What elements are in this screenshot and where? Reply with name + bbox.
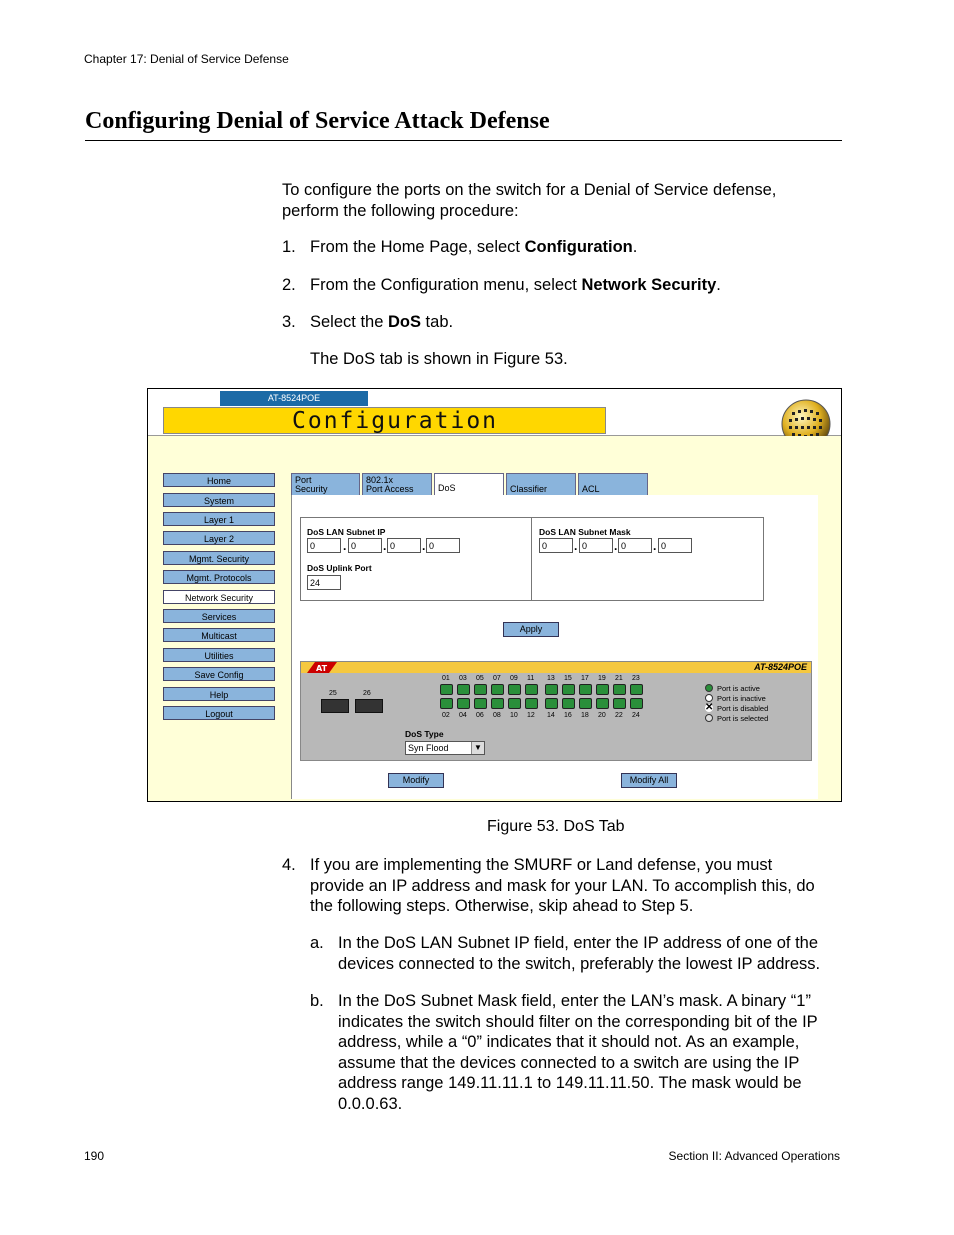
ip-dot: .: [343, 539, 347, 553]
port-number-bottom: 14: [547, 712, 555, 719]
sfp-port-number: 25: [329, 690, 337, 697]
selected-legend-icon: [705, 714, 713, 722]
disabled-legend-icon: ✕: [705, 702, 714, 713]
subnet-mask-octet-2[interactable]: 0: [579, 538, 613, 553]
port-number-top: 21: [615, 675, 623, 682]
nav-mgmt-protocols[interactable]: Mgmt. Protocols: [163, 570, 275, 584]
step-number: 4.: [282, 856, 296, 874]
port-number-top: 13: [547, 675, 555, 682]
allied-telesis-logo-icon: [307, 662, 337, 673]
sfp-port-26[interactable]: [355, 699, 383, 713]
port-number-top: 09: [510, 675, 518, 682]
port-03[interactable]: [457, 684, 470, 695]
dos-type-label: DoS Type: [405, 729, 444, 739]
port-09[interactable]: [508, 684, 521, 695]
step-bold: Network Security: [581, 276, 717, 294]
subnet-ip-octet-1[interactable]: 0: [307, 538, 341, 553]
step-number: 2.: [282, 276, 296, 294]
port-08[interactable]: [491, 698, 504, 709]
step-line: 0.0.0.63.: [338, 1094, 403, 1113]
nav-home[interactable]: Home: [163, 473, 275, 487]
port-05[interactable]: [474, 684, 487, 695]
port-number-top: 07: [493, 675, 501, 682]
figure-caption: Figure 53. DoS Tab: [487, 818, 625, 835]
port-23[interactable]: [630, 684, 643, 695]
port-04[interactable]: [457, 698, 470, 709]
port-number-bottom: 16: [564, 712, 572, 719]
switch-model-label: AT-8524POE: [754, 662, 807, 672]
nav-help[interactable]: Help: [163, 687, 275, 701]
port-02[interactable]: [440, 698, 453, 709]
step-line: address range 149.11.11.1 to 149.11.11.50. The mask would be: [338, 1074, 802, 1092]
step-text: From the Home Page, select: [310, 238, 525, 256]
sfp-port-number: 26: [363, 690, 371, 697]
intro-line: perform the following procedure:: [282, 201, 519, 220]
subnet-mask-label: DoS LAN Subnet Mask: [539, 527, 631, 537]
section-footer: Section II: Advanced Operations: [668, 1149, 840, 1163]
port-19[interactable]: [596, 684, 609, 695]
step-number: b.: [310, 992, 324, 1010]
nav-save-config[interactable]: Save Config: [163, 667, 275, 681]
port-06[interactable]: [474, 698, 487, 709]
tab-classifier[interactable]: Classifier: [506, 473, 576, 495]
port-number-bottom: 24: [632, 712, 640, 719]
subnet-ip-octet-4[interactable]: 0: [426, 538, 460, 553]
port-number-bottom: 10: [510, 712, 518, 719]
ip-dot: .: [653, 539, 657, 553]
subnet-mask-group: [531, 517, 764, 601]
port-15[interactable]: [562, 684, 575, 695]
port-number-bottom: 04: [459, 712, 467, 719]
nav-system[interactable]: System: [163, 493, 275, 507]
nav-services[interactable]: Services: [163, 609, 275, 623]
port-17[interactable]: [579, 684, 592, 695]
step-4a: [310, 933, 845, 974]
tab-label: Port: [295, 475, 312, 485]
port-number-top: 01: [442, 675, 450, 682]
inactive-legend-icon: [705, 694, 713, 702]
legend-active: Port is active: [717, 684, 760, 693]
tab-label: 802.1x: [366, 475, 394, 485]
port-20[interactable]: [596, 698, 609, 709]
port-18[interactable]: [579, 698, 592, 709]
model-label: AT-8524POE: [220, 391, 368, 406]
active-legend-icon: [705, 684, 713, 692]
tab-acl[interactable]: ACL: [578, 473, 648, 495]
port-22[interactable]: [613, 698, 626, 709]
subnet-ip-label: DoS LAN Subnet IP: [307, 527, 386, 537]
port-16[interactable]: [562, 698, 575, 709]
subnet-mask-octet-3[interactable]: 0: [618, 538, 652, 553]
step-line: If you are implementing the SMURF or Land defense, you must: [310, 856, 773, 874]
nav-multicast[interactable]: Multicast: [163, 628, 275, 642]
step-line: provide an IP address and mask for your LAN. To accomplish this, do: [310, 876, 815, 895]
port-number-top: 11: [527, 675, 535, 682]
tab-label: Security: [295, 484, 328, 494]
port-number-top: 15: [564, 675, 572, 682]
step-number: a.: [310, 934, 324, 952]
page-title: Configuring Denial of Service Attack Defense: [85, 108, 550, 134]
port-number-bottom: 18: [581, 712, 589, 719]
intro-line: To configure the ports on the switch for a Denial of Service defense,: [282, 181, 777, 199]
step-4: [282, 855, 842, 917]
page-number: 190: [84, 1149, 105, 1163]
port-24[interactable]: [630, 698, 643, 709]
ip-dot: .: [574, 539, 578, 553]
nav-network-security[interactable]: Network Security: [163, 590, 275, 604]
step-line: In the DoS LAN Subnet IP field, enter the IP address of one of the: [338, 934, 819, 952]
step-line: the following steps. Otherwise, skip ahead to Step 5.: [310, 897, 694, 915]
step-number: 3.: [282, 313, 296, 331]
switch-faceplate: [300, 661, 812, 761]
intro-paragraph: [282, 180, 776, 221]
switch-top-bar: [301, 662, 811, 673]
chapter-header: Chapter 17: Denial of Service Defense: [84, 52, 289, 66]
apply-button[interactable]: Apply: [503, 622, 559, 637]
port-13[interactable]: [545, 684, 558, 695]
step-number: 1.: [282, 238, 296, 256]
step-text: tab.: [420, 313, 454, 331]
subnet-ip-octet-3[interactable]: 0: [387, 538, 421, 553]
port-number-top: 05: [476, 675, 484, 682]
step-4b: [310, 991, 845, 1114]
port-14[interactable]: [545, 698, 558, 709]
modify-all-button[interactable]: Modify All: [621, 773, 677, 788]
step-line: address, while a “0” indicates that it should not. As an example,: [338, 1033, 800, 1051]
tab-port-access[interactable]: [362, 473, 432, 495]
port-number-bottom: 20: [598, 712, 606, 719]
port-10[interactable]: [508, 698, 521, 709]
subnet-ip-octet-2[interactable]: 0: [348, 538, 382, 553]
ip-dot: .: [614, 539, 618, 553]
subnet-mask-octet-4[interactable]: 0: [658, 538, 692, 553]
dos-type-value: Syn Flood: [408, 743, 449, 753]
port-number-bottom: 22: [615, 712, 623, 719]
subnet-ip-group: [300, 517, 533, 601]
legend-selected: Port is selected: [717, 714, 769, 723]
step-line: assume that the devices connected to a switch are using the IP: [338, 1053, 800, 1072]
nav-logout[interactable]: Logout: [163, 706, 275, 720]
port-number-top: 23: [632, 675, 640, 682]
title-rule: [85, 140, 842, 141]
nav-layer-1[interactable]: Layer 1: [163, 512, 275, 526]
step-3-note: The DoS tab is shown in Figure 53.: [310, 350, 568, 368]
nav-layer-2[interactable]: Layer 2: [163, 531, 275, 545]
tab-dos[interactable]: DoS: [434, 473, 504, 497]
configuration-banner: Configuration: [163, 407, 606, 434]
dos-panel: [291, 495, 818, 799]
step-line: devices connected to the switch, preferably the lowest IP address.: [338, 954, 821, 973]
uplink-port-input[interactable]: 24: [307, 575, 341, 590]
legend-inactive: Port is inactive: [717, 694, 766, 703]
port-12[interactable]: [525, 698, 538, 709]
port-number-top: 17: [581, 675, 589, 682]
step-text: .: [632, 238, 638, 256]
port-07[interactable]: [491, 684, 504, 695]
modify-button[interactable]: Modify: [388, 773, 444, 788]
step-text: Select the: [310, 313, 388, 331]
port-number-bottom: 06: [476, 712, 484, 719]
svg-text:AT: AT: [316, 664, 328, 673]
step-bold: DoS: [387, 313, 421, 331]
port-21[interactable]: [613, 684, 626, 695]
sfp-port-25[interactable]: [321, 699, 349, 713]
port-number-bottom: 02: [442, 712, 450, 719]
step-text: From the Configuration menu, select: [310, 276, 582, 294]
tab-port-security[interactable]: [291, 473, 360, 495]
port-11[interactable]: [525, 684, 538, 695]
dos-tab-figure: [147, 388, 842, 802]
nav-utilities[interactable]: Utilities: [163, 648, 275, 662]
step-text: .: [716, 276, 721, 294]
subnet-mask-octet-1[interactable]: 0: [539, 538, 573, 553]
port-number-bottom: 12: [527, 712, 535, 719]
port-01[interactable]: [440, 684, 453, 695]
step-line: indicates the switch should filter on the corresponding bit of the IP: [338, 1012, 818, 1031]
ip-dot: .: [383, 539, 387, 553]
ip-dot: .: [422, 539, 426, 553]
tab-label: Port Access: [366, 484, 414, 494]
port-number-bottom: 08: [493, 712, 501, 719]
nav-mgmt-security[interactable]: Mgmt. Security: [163, 551, 275, 565]
port-number-top: 19: [598, 675, 606, 682]
port-number-top: 03: [459, 675, 467, 682]
step-bold: Configuration: [524, 238, 633, 256]
legend-disabled: Port is disabled: [717, 704, 769, 713]
chevron-down-icon[interactable]: ▼: [471, 742, 484, 754]
dos-type-select[interactable]: [405, 741, 485, 755]
uplink-port-label: DoS Uplink Port: [307, 563, 372, 573]
step-line: In the DoS Subnet Mask field, enter the LAN’s mask. A binary “1”: [338, 992, 811, 1010]
